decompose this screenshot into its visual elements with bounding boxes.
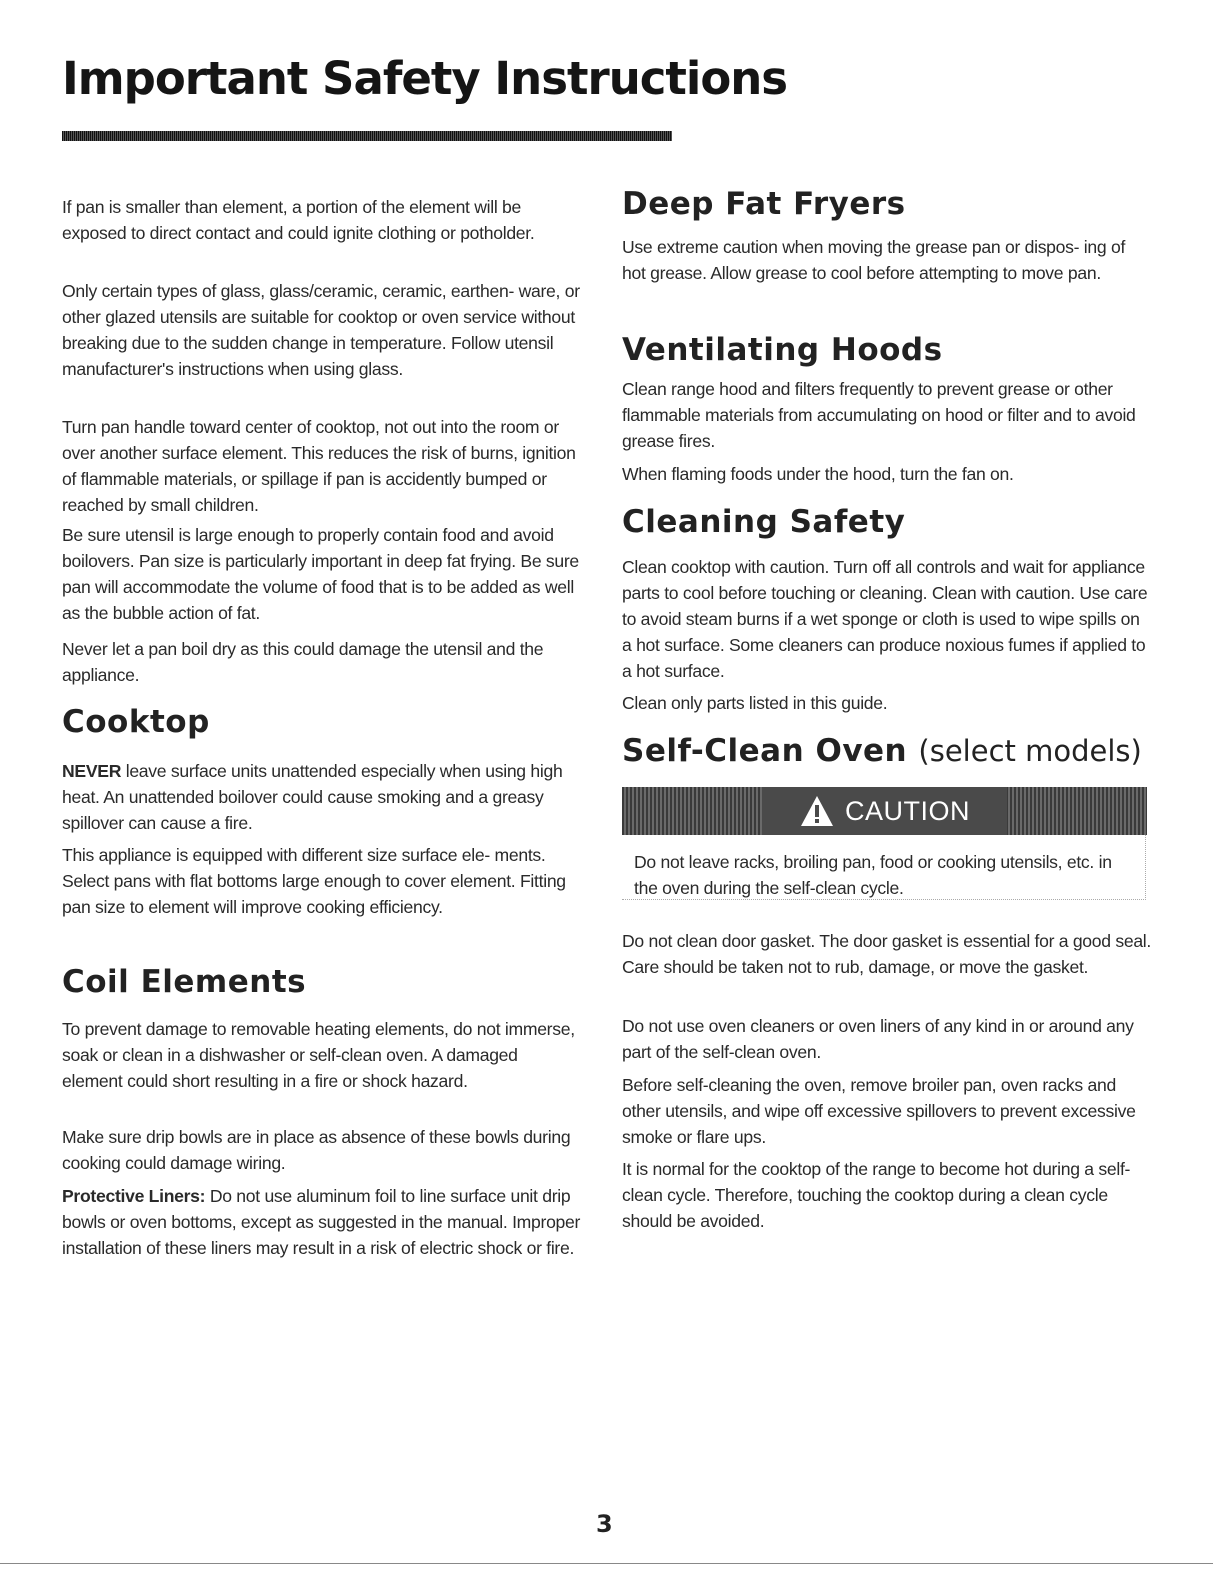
heading-cleaning-safety: Cleaning Safety	[622, 504, 906, 540]
paragraph-removable-elements: To prevent damage to removable heating elements, do not immerse, soak or clean in a dishwasher or self-clean oven. A damaged element could short resulting in a fire or shock hazard.	[62, 1019, 575, 1091]
paragraph-protective-liners	[62, 1183, 582, 1261]
paragraph-pan-size: If pan is smaller than element, a portion of the element will be exposed to direct contact and could ignite clothing or potholder.	[62, 197, 535, 243]
protective-liners-label: Protective Liners:	[62, 1186, 206, 1206]
heading-cooktop: Cooktop	[62, 704, 210, 740]
never-text: leave surface units unattended especially when using high heat. An unattended boilover could cause smoking and a greasy spillover can cause a fire.	[62, 761, 563, 833]
paragraph-range-hood: Clean range hood and filters frequently to prevent grease or other flammable materials from accumulating on hood or filter and to avoid grease fires.	[622, 379, 1136, 451]
paragraph-utensil-size: Be sure utensil is large enough to properly contain food and avoid boilovers. Pan size is particularly important in deep fat frying. Be sure pan will accommodate the volume of food that is to be added as well as the bubble action of fat.	[62, 525, 579, 623]
heading-coil-elements: Coil Elements	[62, 964, 307, 1000]
heading-deep-fat-fryers: Deep Fat Fryers	[622, 186, 906, 222]
paragraph-before-self-cleaning: Before self-cleaning the oven, remove broiler pan, oven racks and other utensils, and wipe off excessive spillovers to prevent excessive smoke or flare ups.	[622, 1075, 1136, 1147]
footer-rule	[0, 1563, 1213, 1564]
heading-self-clean-oven	[622, 733, 1142, 769]
paragraph-door-gasket: Do not clean door gasket. The door gasket is essential for a good seal. Care should be taken not to rub, damage, or move the gasket.	[622, 931, 1152, 977]
paragraph-clean-cooktop: Clean cooktop with caution. Turn off all controls and wait for appliance parts to cool before touching or cleaning. Clean with caution. Use care to avoid steam burns if a wet sponge or cloth is used to wipe spills on a hot surface. Some cleaners can produce noxious fumes if applied to a hot surface.	[622, 557, 1148, 681]
caution-banner	[622, 787, 1147, 835]
select-models-note: (select models)	[918, 734, 1142, 768]
caution-box	[622, 787, 1147, 901]
title-rule	[62, 131, 672, 141]
page-number: 3	[596, 1510, 613, 1538]
paragraph-grease-pan: Use extreme caution when moving the grease pan or dispos- ing of hot grease. Allow grease to cool before attempting to move pan.	[622, 237, 1126, 283]
caution-label: CAUTION	[845, 795, 970, 826]
paragraph-flaming-foods: When flaming foods under the hood, turn the fan on.	[622, 464, 1014, 484]
caution-text: Do not leave racks, broiling pan, food or cooking utensils, etc. in the oven during the self-clean cycle.	[634, 852, 1112, 898]
paragraph-oven-cleaners: Do not use oven cleaners or oven liners of any kind in or around any part of the self-clean oven.	[622, 1016, 1134, 1062]
paragraph-pan-handle: Turn pan handle toward center of cooktop, not out into the room or over another surface element. This reduces the risk of burns, ignition of flammable materials, or spillage if pan is accidently bumped or reached by small children.	[62, 417, 576, 515]
paragraph-element-sizes: This appliance is equipped with different size surface ele- ments. Select pans with flat bottoms large enough to cover element. Fitting pan size to element will improve cooking efficiency.	[62, 845, 566, 917]
protective-liners-text: Do not use aluminum foil to line surface unit drip bowls or oven bottoms, except as suggested in the manual. Improper installation of these liners may result in a risk of electric shock or fire.	[62, 1186, 581, 1258]
paragraph-glass-types: Only certain types of glass, glass/ceramic, ceramic, earthen- ware, or other glazed utensils are suitable for cooktop or oven service without breaking due to the sudden change in temperature. Follow utensil manufacturer's instructions when using glass.	[62, 281, 580, 379]
page-title: Important Safety Instructions	[62, 52, 788, 105]
never-label: NEVER	[62, 761, 122, 781]
self-clean-title: Self-Clean Oven	[622, 733, 908, 769]
warning-triangle-icon	[799, 794, 835, 828]
paragraph-drip-bowls: Make sure drip bowls are in place as absence of these bowls during cooking could damage wiring.	[62, 1127, 571, 1173]
paragraph-clean-parts: Clean only parts listed in this guide.	[622, 693, 888, 713]
paragraph-cooktop-hot: It is normal for the cooktop of the range to become hot during a self-clean cycle. Therefore, touching the cooktop during a clean cycle should be avoided.	[622, 1159, 1131, 1231]
heading-ventilating-hoods: Ventilating Hoods	[622, 332, 943, 368]
paragraph-boil-dry: Never let a pan boil dry as this could damage the utensil and the appliance.	[62, 639, 544, 685]
paragraph-never-unattended	[62, 758, 582, 836]
